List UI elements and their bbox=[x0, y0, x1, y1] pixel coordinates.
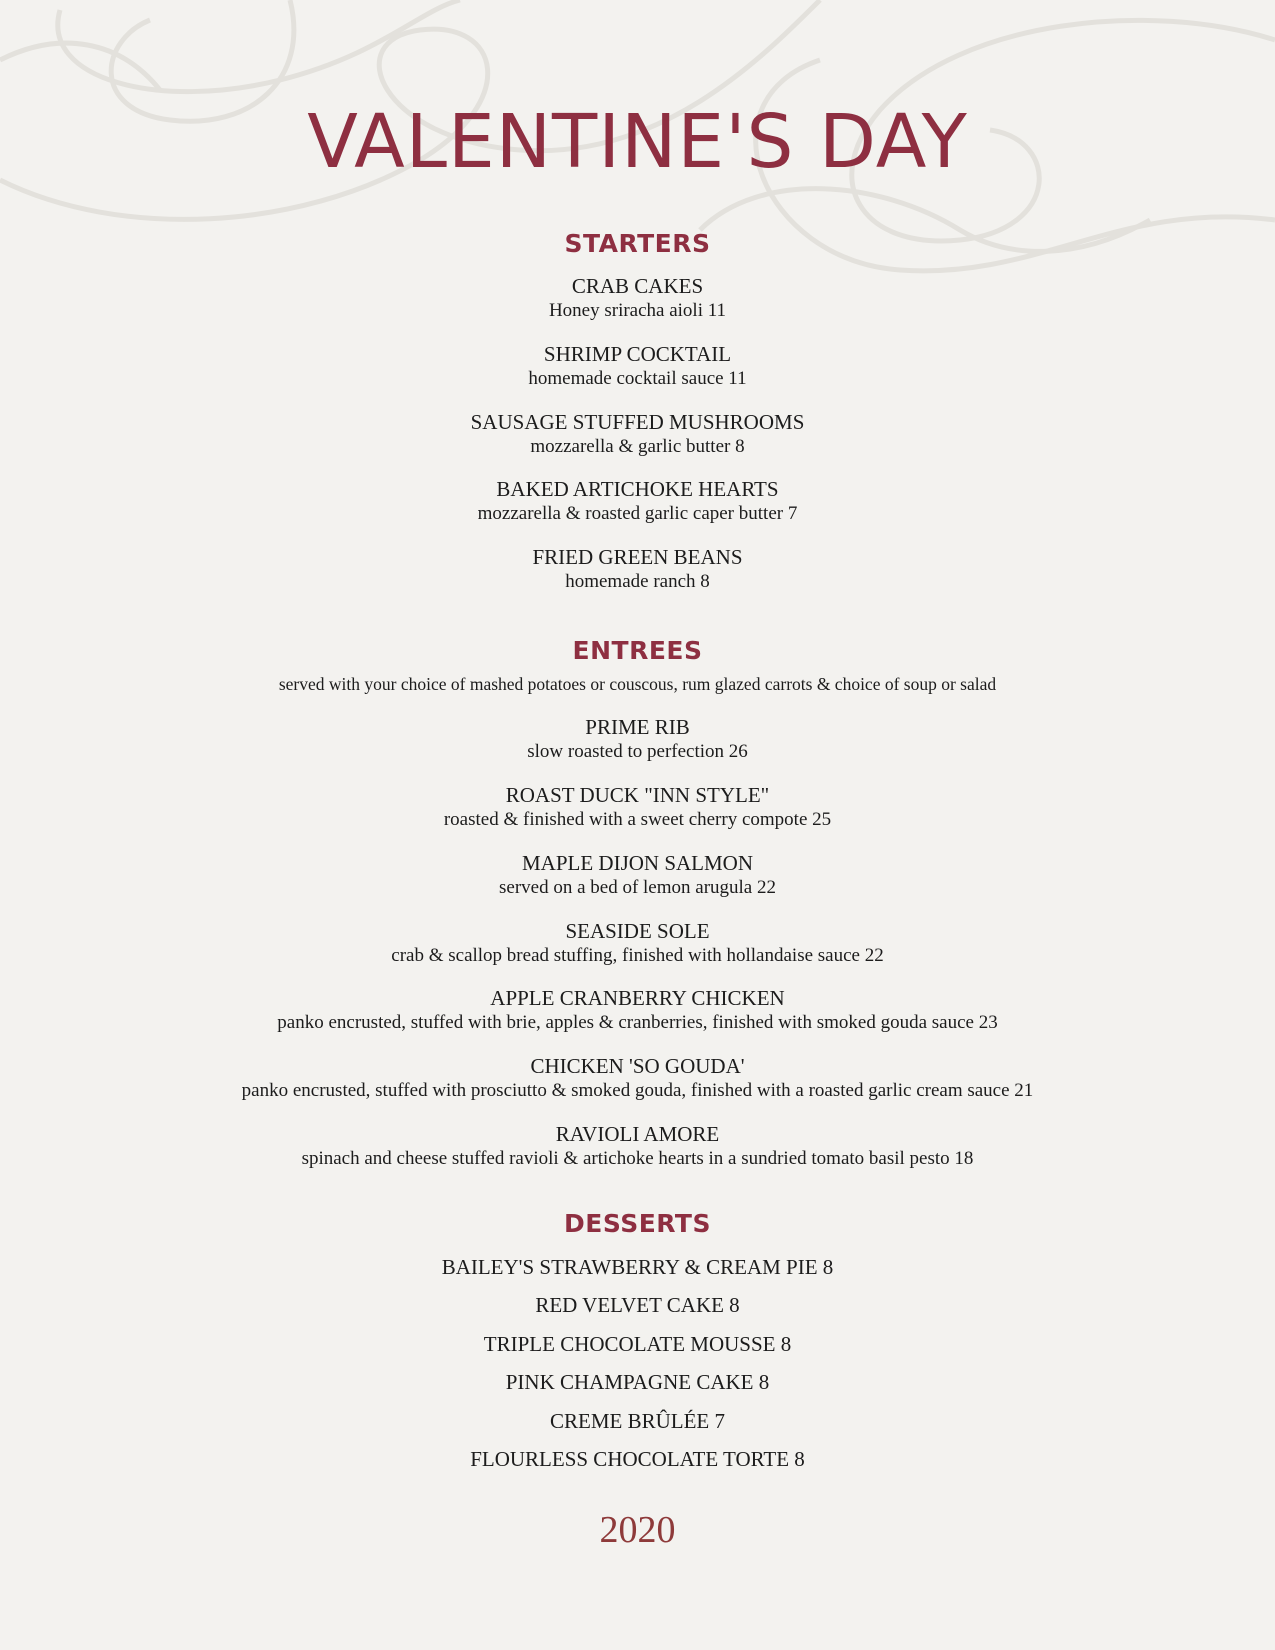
item-description: panko encrusted, stuffed with prosciutto & smoked gouda, finished with a roasted garlic cream sauce 21 bbox=[241, 1080, 1034, 1101]
item-name: BAKED ARTICHOKE HEARTS bbox=[496, 477, 779, 501]
desserts-section bbox=[0, 1209, 1275, 1239]
dessert-name: CREME BRÛLÉE 7 bbox=[549, 1409, 725, 1433]
item-name: SAUSAGE STUFFED MUSHROOMS bbox=[470, 410, 805, 434]
item-name: APPLE CRANBERRY CHICKEN bbox=[490, 986, 785, 1010]
item-description: Honey sriracha aioli 11 bbox=[548, 300, 727, 321]
item-description: spinach and cheese stuffed ravioli & artichoke hearts in a sundried tomato basil pesto 18 bbox=[301, 1148, 974, 1169]
item-description: crab & scallop bread stuffing, finished with hollandaise sauce 22 bbox=[391, 945, 884, 966]
menu-title: VALENTINE'S DAY bbox=[307, 99, 968, 185]
dessert-name: BAILEY'S STRAWBERRY & CREAM PIE 8 bbox=[441, 1255, 834, 1279]
year-row bbox=[0, 1507, 1275, 1553]
entree-item bbox=[0, 714, 1275, 764]
menu-year: 2020 bbox=[599, 1509, 676, 1551]
starter-item bbox=[0, 544, 1275, 594]
starter-item bbox=[0, 476, 1275, 526]
entree-item bbox=[0, 782, 1275, 832]
item-description: homemade cocktail sauce 11 bbox=[528, 368, 747, 389]
starters-section bbox=[0, 229, 1275, 259]
item-description: served on a bed of lemon arugula 22 bbox=[499, 877, 776, 898]
item-name: FRIED GREEN BEANS bbox=[532, 545, 743, 569]
item-name: SEASIDE SOLE bbox=[565, 919, 710, 943]
dessert-item bbox=[0, 1369, 1275, 1395]
dessert-name: TRIPLE CHOCOLATE MOUSSE 8 bbox=[483, 1332, 792, 1356]
item-description: roasted & finished with a sweet cherry compote 25 bbox=[443, 809, 832, 830]
item-description: homemade ranch 8 bbox=[565, 571, 710, 592]
item-description: mozzarella & roasted garlic caper butter 7 bbox=[477, 503, 798, 524]
entrees-section bbox=[0, 636, 1275, 666]
item-name: CRAB CAKES bbox=[571, 274, 704, 298]
dessert-item bbox=[0, 1292, 1275, 1318]
entrees-note-row bbox=[0, 673, 1275, 695]
entree-item bbox=[0, 1121, 1275, 1171]
starters-heading: STARTERS bbox=[564, 229, 711, 258]
desserts-heading: DESSERTS bbox=[564, 1209, 711, 1238]
starter-item bbox=[0, 341, 1275, 391]
item-description: slow roasted to perfection 26 bbox=[527, 741, 748, 762]
item-description: panko encrusted, stuffed with brie, apples & cranberries, finished with smoked gouda sauce 23 bbox=[277, 1012, 998, 1033]
dessert-item bbox=[0, 1446, 1275, 1472]
dessert-item bbox=[0, 1408, 1275, 1434]
item-description: mozzarella & garlic butter 8 bbox=[530, 436, 745, 457]
starter-item bbox=[0, 409, 1275, 459]
entree-item bbox=[0, 850, 1275, 900]
entrees-note: served with your choice of mashed potatoes or couscous, rum glazed carrots & choice of soup or salad bbox=[278, 674, 997, 694]
dessert-name: PINK CHAMPAGNE CAKE 8 bbox=[505, 1370, 770, 1394]
dessert-item bbox=[0, 1331, 1275, 1357]
item-name: PRIME RIB bbox=[585, 715, 690, 739]
item-name: RAVIOLI AMORE bbox=[555, 1122, 720, 1146]
entree-item bbox=[0, 985, 1275, 1035]
entrees-heading: ENTREES bbox=[572, 636, 703, 665]
starter-item bbox=[0, 273, 1275, 323]
dessert-name: RED VELVET CAKE 8 bbox=[535, 1293, 740, 1317]
entree-item bbox=[0, 1053, 1275, 1103]
item-name: ROAST DUCK "INN STYLE" bbox=[505, 783, 770, 807]
item-name: MAPLE DIJON SALMON bbox=[521, 851, 753, 875]
entree-item bbox=[0, 918, 1275, 968]
dessert-name: FLOURLESS CHOCOLATE TORTE 8 bbox=[470, 1447, 805, 1471]
dessert-item bbox=[0, 1254, 1275, 1280]
item-name: SHRIMP COCKTAIL bbox=[543, 342, 732, 366]
item-name: CHICKEN 'SO GOUDA' bbox=[530, 1054, 745, 1078]
